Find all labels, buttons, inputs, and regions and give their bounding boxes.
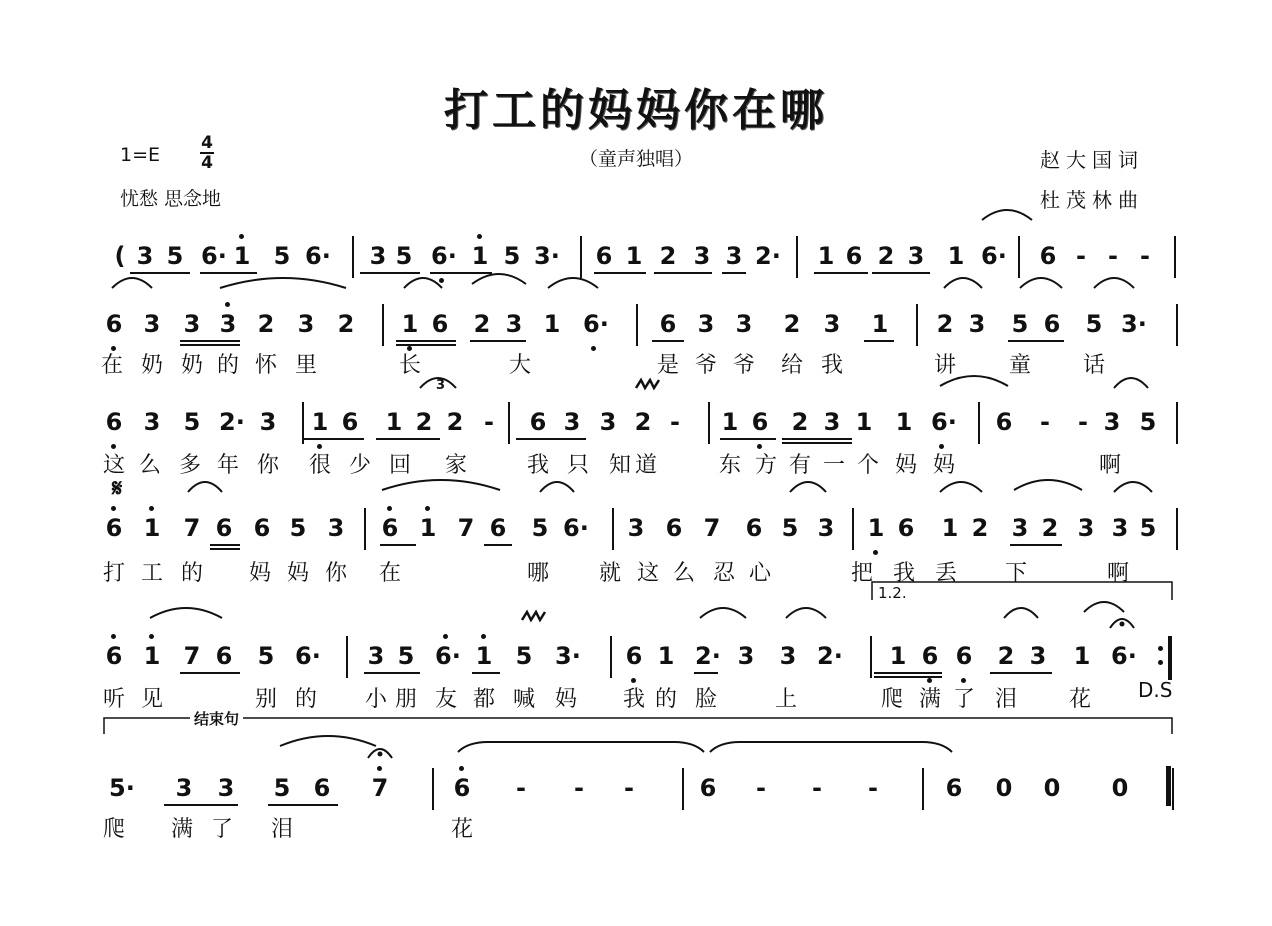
note-6: 6·	[431, 242, 457, 270]
lyric-char: 的	[294, 687, 317, 712]
lyric-char: 一	[822, 453, 845, 478]
slur	[220, 278, 346, 288]
note-2: 2	[971, 514, 989, 542]
note-2: 2	[337, 310, 355, 338]
note-6: 6	[751, 408, 769, 436]
note-6: 6	[215, 642, 233, 670]
song-title: 打工的妈妈你在哪	[444, 85, 828, 136]
lyric-char: 花	[450, 817, 473, 842]
lyric-char: 么	[138, 453, 161, 478]
lyric-char: 心	[748, 561, 771, 586]
lyric-char: 你	[324, 561, 347, 586]
performance-note: （童声独唱）	[578, 148, 693, 170]
slur	[944, 278, 982, 288]
note-3: 3	[367, 642, 385, 670]
note-6: 6	[105, 310, 123, 338]
note-5: 5	[503, 242, 521, 270]
note-6: 6·	[563, 514, 589, 542]
note-6: 6	[431, 310, 449, 338]
lyric-char: 的	[654, 687, 677, 712]
dash-extension: -	[1078, 408, 1088, 436]
high-do-note: 1	[233, 242, 251, 270]
note-3: 3	[725, 242, 743, 270]
note-6: 6·	[201, 242, 227, 270]
slur	[382, 480, 500, 490]
note-1: 1	[867, 514, 885, 542]
lyric-char: 有	[788, 453, 811, 478]
lyric-char: 讲	[933, 353, 956, 378]
note-2: 2·	[755, 242, 781, 270]
high-do-note: 1	[471, 242, 489, 270]
note-5: 5	[273, 242, 291, 270]
slur	[548, 278, 598, 288]
lyric-char: 忍	[712, 561, 735, 586]
note-6: 6	[897, 514, 915, 542]
note-6: 6	[381, 514, 399, 542]
note-6: 6	[1039, 242, 1057, 270]
note-3: 3	[143, 408, 161, 436]
note-6: 6	[253, 514, 271, 542]
dash-extension: -	[516, 774, 526, 802]
note-3: 3	[219, 310, 237, 338]
note-3: 3	[259, 408, 277, 436]
note-6: 6	[313, 774, 331, 802]
note-6: 6·	[305, 242, 331, 270]
note-2: 2	[659, 242, 677, 270]
note-7: 7	[183, 514, 201, 542]
time-bottom: 4	[201, 153, 213, 173]
lyric-char: 大	[508, 353, 531, 378]
lyric-char: 小	[364, 687, 387, 712]
note-3: 3·	[555, 642, 581, 670]
slur	[982, 210, 1032, 220]
volta-bracket	[872, 582, 1172, 600]
lyric-char: 喊	[512, 687, 535, 712]
lyric-char: 个	[856, 453, 879, 478]
fermata-dot	[378, 752, 383, 757]
note-3: 3	[735, 310, 753, 338]
slur	[1114, 378, 1148, 388]
note-1: 1	[947, 242, 965, 270]
lyric-char: 了	[210, 817, 233, 842]
note-7: 7	[457, 514, 475, 542]
slur	[112, 278, 152, 288]
dash-extension: -	[812, 774, 822, 802]
note-2: 2	[634, 408, 652, 436]
note-5: 5	[289, 514, 307, 542]
note-5: 5	[531, 514, 549, 542]
segno-sign: 𝄋	[112, 474, 123, 502]
lyric-char: 啊	[1106, 561, 1129, 586]
note-6: 6	[699, 774, 717, 802]
lyric-char: 长	[398, 353, 421, 378]
note-6: 6	[955, 642, 973, 670]
note-2: 2	[1041, 514, 1059, 542]
lyric-char: 东	[718, 453, 741, 478]
note-5: 5	[273, 774, 291, 802]
note-1: 1	[385, 408, 403, 436]
note-5: 5	[1085, 310, 1103, 338]
note-1: 1	[895, 408, 913, 436]
lyric-char: 怀	[254, 353, 277, 378]
lyric-char: 童	[1008, 353, 1031, 378]
lyric-char: 方	[754, 453, 777, 478]
lyric-char: 满	[918, 687, 941, 712]
lyric-char: 工	[140, 561, 163, 586]
note-2: 2	[473, 310, 491, 338]
dash-extension: -	[1076, 242, 1086, 270]
note-6: 6	[453, 774, 471, 802]
note-2: 2	[783, 310, 801, 338]
lyric-char: 年	[216, 453, 239, 478]
note-5: 5	[395, 242, 413, 270]
lyric-char: 家	[444, 453, 467, 478]
note-3: 3	[779, 642, 797, 670]
note-6: 6·	[435, 642, 461, 670]
lyric-char: 多	[178, 453, 201, 478]
dash-extension: -	[1040, 408, 1050, 436]
slur	[940, 482, 982, 492]
note-6: 6·	[295, 642, 321, 670]
lyric-char: 爷	[732, 353, 755, 378]
lyric-char: 丢	[934, 561, 957, 586]
coda-bracket	[104, 718, 1172, 734]
note-5: 5	[183, 408, 201, 436]
note-3: 3	[693, 242, 711, 270]
note-6: 6	[341, 408, 359, 436]
note-5: 5	[781, 514, 799, 542]
lyric-char: 的	[216, 353, 239, 378]
note-5: 5·	[109, 774, 135, 802]
note-3: 3	[1077, 514, 1095, 542]
note-6: 6	[659, 310, 677, 338]
dash-extension: -	[670, 408, 680, 436]
high-do-note: 1	[475, 642, 493, 670]
lyric-char: 朋	[394, 687, 417, 712]
lyric-char: 妈	[554, 687, 577, 712]
lyric-char: 我	[892, 561, 915, 586]
note-2: 2·	[695, 642, 721, 670]
note-3: 3	[1011, 514, 1029, 542]
lyric-char: 了	[952, 687, 975, 712]
note-3: 3	[817, 514, 835, 542]
note-2: 2	[936, 310, 954, 338]
lyric-char: 话	[1082, 353, 1105, 378]
volta-label: 1.2.	[878, 584, 907, 602]
note-1: 1	[817, 242, 835, 270]
lyric-char: 打	[102, 561, 125, 586]
note-3: 3	[737, 642, 755, 670]
lyric-char: 把	[850, 561, 873, 586]
note-0: 0	[1043, 774, 1061, 802]
note-1: 1	[625, 242, 643, 270]
note-6: 6	[1043, 310, 1061, 338]
note-5: 5	[1011, 310, 1029, 338]
note-6: 6	[595, 242, 613, 270]
lyric-char: 妈	[248, 561, 271, 586]
fermata-dot	[1120, 622, 1125, 627]
note-2: 2	[791, 408, 809, 436]
note-6: 6	[745, 514, 763, 542]
slur	[1084, 602, 1124, 612]
note-5: 5	[166, 242, 184, 270]
note-7: 7	[183, 642, 201, 670]
lyric-char: 花	[1068, 687, 1091, 712]
high-do-note: 1	[143, 514, 161, 542]
lyric-char: 见	[140, 687, 163, 712]
note-2: 2	[877, 242, 895, 270]
note-2: 2·	[219, 408, 245, 436]
lyric-char: 下	[1004, 561, 1027, 586]
note-6: 6	[105, 514, 123, 542]
mordent-mark	[522, 612, 545, 620]
lyric-char: 妈	[894, 453, 917, 478]
lyric-char: 奶	[180, 353, 203, 378]
note-3: 3	[968, 310, 986, 338]
slur	[1004, 608, 1038, 618]
slur	[188, 482, 222, 492]
lyric-char: 少	[348, 453, 371, 478]
lyric-char: 妈	[932, 453, 955, 478]
note-3: 3	[505, 310, 523, 338]
note-2: 2·	[817, 642, 843, 670]
lyric-char: 爷	[694, 353, 717, 378]
lyric-char: 爬	[880, 687, 903, 712]
note-6: 6	[945, 774, 963, 802]
note-3: 3	[1029, 642, 1047, 670]
grace-note: 3	[436, 378, 446, 393]
note-2: 2	[446, 408, 464, 436]
slur	[790, 482, 826, 492]
note-3: 3	[627, 514, 645, 542]
slur	[150, 608, 222, 618]
note-1: 1	[855, 408, 873, 436]
note-3: 3	[907, 242, 925, 270]
lyricist-credit: 赵大国词	[1040, 148, 1144, 172]
note-3: 3·	[534, 242, 560, 270]
note-6: 6	[921, 642, 939, 670]
note-6: 6	[105, 642, 123, 670]
high-do-note: 1	[419, 514, 437, 542]
note-6: 6	[845, 242, 863, 270]
slur	[1020, 278, 1062, 288]
lyric-char: 啊	[1098, 453, 1121, 478]
note-3: 3	[183, 310, 201, 338]
note-3: 3	[217, 774, 235, 802]
lyric-char: 泪	[994, 687, 1017, 712]
lyric-char: 爬	[102, 817, 125, 842]
note-0: 0	[1111, 774, 1129, 802]
note-6: 6	[529, 408, 547, 436]
lyric-char: 我	[622, 687, 645, 712]
note-3: 3·	[1121, 310, 1147, 338]
note-6: 6·	[583, 310, 609, 338]
note-2: 2	[415, 408, 433, 436]
slur	[786, 608, 826, 618]
slur	[540, 482, 574, 492]
slur	[472, 274, 526, 284]
note-6: 6	[665, 514, 683, 542]
note-3: 3	[599, 408, 617, 436]
coda-label: 结束句	[190, 708, 243, 729]
note-2: 2	[997, 642, 1015, 670]
open-paren: (	[114, 242, 126, 270]
note-3: 3	[697, 310, 715, 338]
lyric-char: 回	[388, 453, 411, 478]
lyric-char: 哪	[526, 561, 549, 586]
note-6: 6·	[931, 408, 957, 436]
note-6: 6·	[1111, 642, 1137, 670]
tie	[458, 742, 704, 752]
note-1: 1	[889, 642, 907, 670]
note-6: 6	[995, 408, 1013, 436]
note-2: 2	[257, 310, 275, 338]
note-1: 1	[657, 642, 675, 670]
lyric-char: 很	[308, 453, 331, 478]
note-3: 3	[563, 408, 581, 436]
lyric-char: 奶	[140, 353, 163, 378]
lyric-char: 在	[378, 561, 401, 586]
lyric-char: 知	[608, 453, 631, 478]
slur	[404, 278, 442, 288]
note-3: 3	[143, 310, 161, 338]
lyric-char: 这	[102, 453, 125, 478]
high-do-note: 1	[143, 642, 161, 670]
note-3: 3	[136, 242, 154, 270]
lyric-char: 友	[434, 687, 457, 712]
lyric-char: 别	[254, 687, 277, 712]
note-5: 5	[1139, 514, 1157, 542]
note-3: 3	[1103, 408, 1121, 436]
note-3: 3	[327, 514, 345, 542]
note-3: 3	[1111, 514, 1129, 542]
note-1: 1	[543, 310, 561, 338]
note-3: 3	[823, 408, 841, 436]
lyric-char: 就	[598, 561, 621, 586]
slur	[1094, 278, 1134, 288]
mordent-mark	[636, 380, 659, 388]
note-3: 3	[369, 242, 387, 270]
lyric-char: 你	[256, 453, 279, 478]
key-signature: 1=E	[120, 144, 161, 166]
note-5: 5	[1139, 408, 1157, 436]
note-1: 1	[941, 514, 959, 542]
note-6: 6	[105, 408, 123, 436]
lyric-char: 在	[100, 353, 123, 378]
note-6: 6	[215, 514, 233, 542]
note-1: 1	[401, 310, 419, 338]
note-0: 0	[995, 774, 1013, 802]
ds-mark: D.S	[1138, 678, 1173, 702]
lyric-char: 都	[472, 687, 495, 712]
composer-credit: 杜茂林曲	[1040, 188, 1144, 212]
slur	[1114, 482, 1152, 492]
note-5: 5	[515, 642, 533, 670]
slur	[700, 608, 746, 618]
lyric-char: 这	[636, 561, 659, 586]
slur	[1014, 480, 1082, 490]
note-5: 5	[397, 642, 415, 670]
lyric-char: 满	[170, 817, 193, 842]
dash-extension: -	[756, 774, 766, 802]
lyric-char: 听	[102, 687, 125, 712]
slur	[940, 376, 1008, 386]
note-6: 6	[625, 642, 643, 670]
note-1: 1	[871, 310, 889, 338]
note-1: 1	[721, 408, 739, 436]
lyric-char: 的	[180, 561, 203, 586]
note-3: 3	[175, 774, 193, 802]
tempo-marking: 忧愁 思念地	[120, 188, 222, 210]
dash-extension: -	[1108, 242, 1118, 270]
note-3: 3	[297, 310, 315, 338]
dash-extension: -	[484, 408, 494, 436]
lyric-char: 上	[774, 687, 797, 712]
lyric-char: 我	[526, 453, 549, 478]
note-7: 7	[703, 514, 721, 542]
dash-extension: -	[624, 774, 634, 802]
lyric-char: 泪	[270, 817, 293, 842]
time-top: 4	[201, 133, 213, 153]
lyric-char: 脸	[694, 687, 717, 712]
lyric-char: 我	[820, 353, 843, 378]
note-6: 6·	[981, 242, 1007, 270]
note-3: 3	[823, 310, 841, 338]
lyric-char: 只	[566, 453, 589, 478]
dash-extension: -	[574, 774, 584, 802]
dash-extension: -	[868, 774, 878, 802]
lyric-char: 道	[634, 453, 657, 478]
tie	[710, 742, 952, 752]
note-7: 7	[371, 774, 389, 802]
note-1: 1	[1073, 642, 1091, 670]
lyric-char: 里	[294, 353, 317, 378]
dash-extension: -	[1140, 242, 1150, 270]
lyric-char: 妈	[286, 561, 309, 586]
note-1: 1	[311, 408, 329, 436]
lyric-char: 给	[780, 353, 803, 378]
note-5: 5	[257, 642, 275, 670]
lyric-char: 是	[656, 353, 679, 378]
slur	[280, 736, 376, 746]
lyric-char: 么	[672, 561, 695, 586]
note-6: 6	[489, 514, 507, 542]
